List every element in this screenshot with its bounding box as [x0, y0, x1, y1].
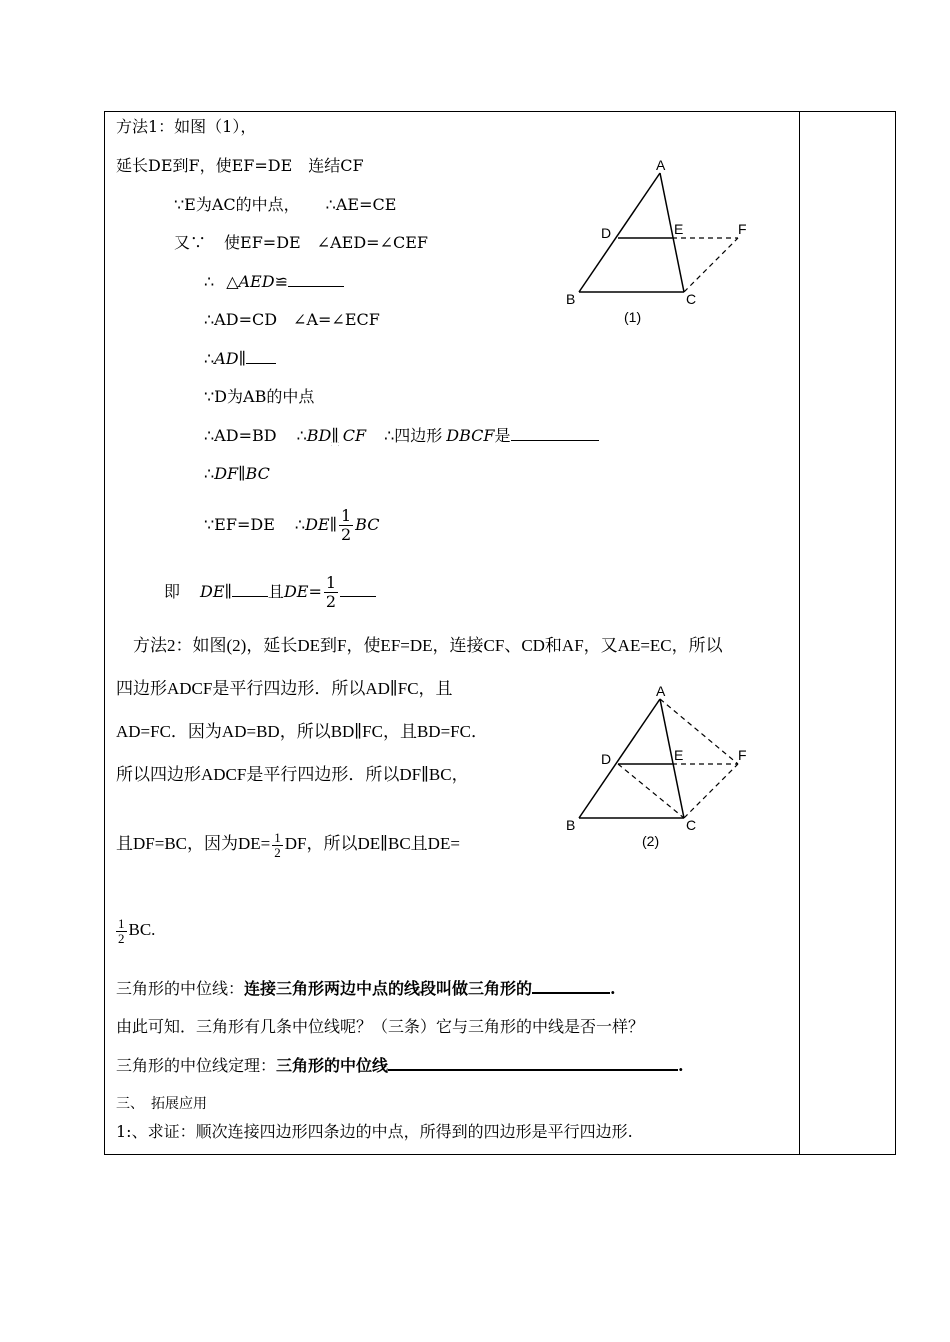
figure-2-diagram	[560, 682, 780, 862]
figure-1-diagram	[560, 156, 780, 336]
label-e: E	[674, 221, 684, 237]
fraction-half: $\frac{1}{2}$	[325, 573, 337, 611]
method1-line11: ∵EF=DE ∴DE∥ $\frac{1}{2}$ BC	[204, 506, 380, 544]
method1-line12: 即 DE∥ 且DE= $\frac{1}{2}$	[164, 573, 376, 611]
method1-line6: ∴AD=CD ∠A=∠ECF	[204, 310, 380, 329]
label-a: A	[656, 683, 666, 699]
method1-line2: 延长DE到F，使EF=DE 连结CF	[116, 156, 364, 175]
label-f: F	[738, 747, 747, 763]
label-d: D	[601, 225, 612, 241]
label-d: D	[601, 751, 612, 767]
method1-line4: 又∵ 使EF=DE ∠AED=∠CEF	[174, 233, 429, 252]
segment-cf	[684, 764, 738, 818]
midline-theorem: 三角形的中位线定理：三角形的中位线 .	[116, 1056, 684, 1075]
label-b: B	[566, 291, 576, 307]
method1-line8: ∵D为AB的中点	[204, 387, 315, 406]
method1-line1: 方法1：如图（1），	[116, 117, 257, 136]
method2-line2: 四边形ADCF是平行四边形．所以AD∥FC，且	[116, 679, 453, 698]
figure-2-caption: (2)	[642, 833, 660, 849]
segment-cf	[684, 238, 738, 292]
column-divider	[799, 111, 800, 1155]
label-c: C	[686, 291, 697, 307]
label-a: A	[656, 157, 666, 173]
midline-question: 由此可知．三角形有几条中位线呢？（三条）它与三角形的中线是否一样？	[116, 1017, 645, 1036]
fraction-half: $\frac{1}{2}$	[118, 915, 125, 946]
fraction-half: $\frac{1}{2}$	[340, 506, 352, 544]
side-ab	[579, 173, 660, 292]
method2-line3: AD=FC．因为AD=BD，所以BD∥FC，且BD=FC．	[116, 722, 488, 741]
method1-line3: ∵E为AC的中点， ∴AE=CE	[174, 195, 397, 214]
label-e: E	[674, 747, 684, 763]
fraction-half: $\frac{1}{2}$	[274, 829, 281, 860]
exercise-1: 1:、求证：顺次连接四边形四条边的中点，所得到的四边形是平行四边形.	[116, 1122, 633, 1141]
side-ab	[579, 699, 660, 818]
section-3-heading: 三、 拓展应用	[116, 1096, 207, 1112]
method1-line7: ∴AD∥	[204, 349, 276, 369]
label-b: B	[566, 817, 576, 833]
method2-line4: 所以四边形ADCF是平行四边形．所以DF∥BC，	[116, 765, 469, 784]
method1-line9: ∴AD=BD ∴BD∥ CF ∴四边形 DBCF是	[204, 426, 599, 446]
method1-line10: ∴DF∥BC	[204, 464, 270, 483]
method2-line1: 方法2：如图(2)，延长DE到F，使EF=DE，连接CF、CD和AF，又AE=EC，所以	[133, 636, 723, 655]
method2-line6: $\frac{1}{2}$ BC.	[118, 915, 156, 946]
label-f: F	[738, 221, 747, 237]
method1-line5: ∴ △AED≌	[204, 272, 344, 292]
midline-definition: 三角形的中位线：连接三角形两边中点的线段叫做三角形的 .	[116, 979, 616, 998]
label-c: C	[686, 817, 697, 833]
figure-1-caption: (1)	[624, 309, 642, 325]
method2-line5: 且DF=BC，因为DE= $\frac{1}{2}$ DF，所以DE∥BC且DE=	[116, 829, 460, 860]
